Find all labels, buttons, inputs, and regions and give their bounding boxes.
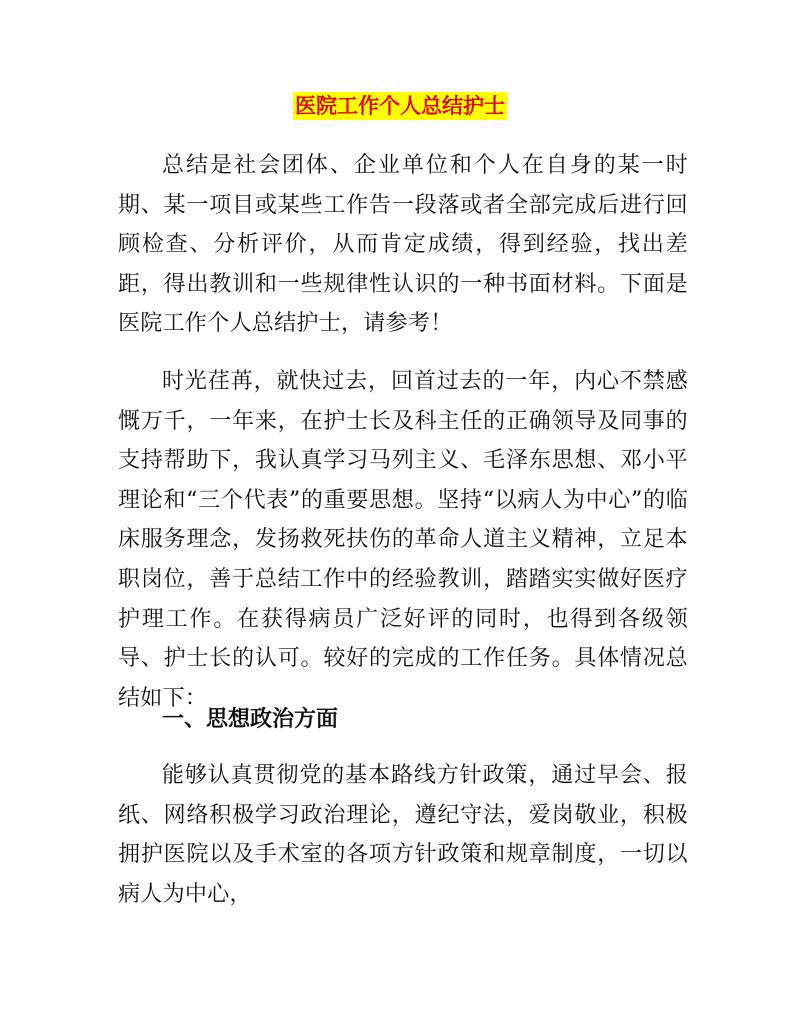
document-title: 医院工作个人总结护士 — [295, 93, 505, 118]
intro-paragraph: 总结是社会团体、企业单位和个人在自身的某一时期、某一项目或某些工作告一段落或者全部完成后进行回顾检查、分析评价，从而肯定成绩，得到经验，找出差距，得出教训和一些规律性认识的一种书面材料。下面是医院工作个人总结护士，请参考！ — [118, 153, 688, 337]
title-wrapper — [0, 92, 800, 120]
section-heading: 一、思想政治方面 — [162, 706, 339, 732]
body-paragraph: 时光荏苒，就快过去，回首过去的一年，内心不禁感慨万千，一年来，在护士长及科主任的正确领导及同事的支持帮助下，我认真学习马列主义、毛泽东思想、邓小平理论和“三个代表”的重要思想。坚持“以病人为中心”的临床服务理念，发扬救死扶伤的革命人道主义精神，立足本职岗位，善于总结工作中的经验教训，踏踏实实做好医疗护理工作。在获得病员广泛好评的同时，也得到各级领导、护士长的认可。较好的完成的工作任务。具体情况总结如下： — [118, 369, 688, 711]
section-paragraph: 能够认真贯彻党的基本路线方针政策，通过早会、报纸、网络积极学习政治理论，遵纪守法，爱岗敬业，积极拥护医院以及手术室的各项方针政策和规章制度，一切以病人为中心， — [118, 763, 688, 907]
